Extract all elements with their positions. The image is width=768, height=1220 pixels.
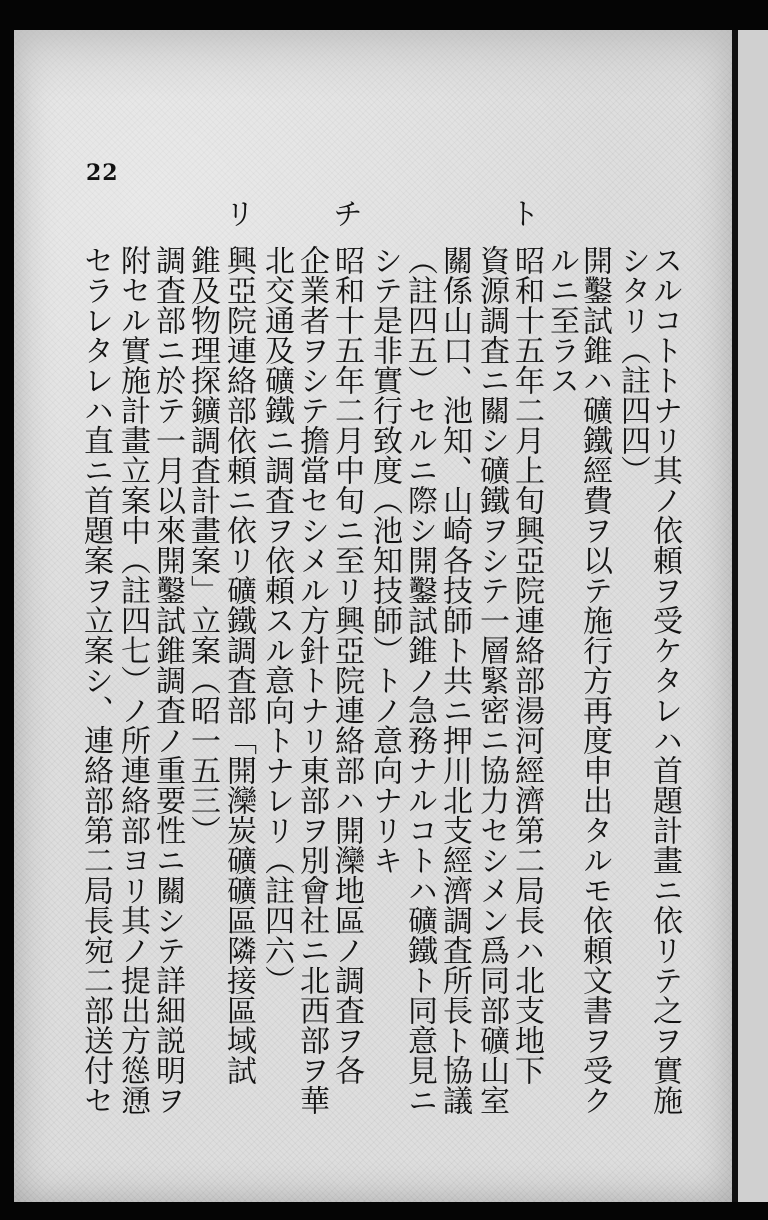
text-column-15: 調査部ニ於テ一月以來開鑿試錐調査ノ重要性ニ關シテ詳細説明ヲ — [150, 245, 185, 1115]
text-column-13: 興亞院連絡部依頼ニ依リ礦鐵調査部「開灤炭礦礦區隣接區域試 — [221, 245, 256, 1085]
page-top-shading — [14, 30, 732, 100]
text-column-8: （註四五）セルニ際シ開鑿試錐ノ急務ナルコトハ礦鐵ト同意見ニ — [402, 245, 437, 1115]
text-column-7: 關係山口、池知、山崎各技師ト共ニ押川北支經濟調査所長ト協議 — [437, 245, 472, 1115]
next-page-edge — [738, 30, 768, 1202]
text-column-16: 附セル實施計畫立案中（註四七）ノ所連絡部ヨリ其ノ提出方慫慂 — [115, 245, 150, 1115]
text-column-11: 企業者ヲシテ擔當セシメル方針トナリ東部ヲ別會社ニ北西部ヲ華 — [294, 245, 329, 1115]
text-column-14: 錐及物理探鑛調査計畫案」立案（昭一五三） — [185, 245, 220, 845]
text-column-10: 昭和十五年二月中旬ニ至リ興亞院連絡部ハ開灤地區ノ調査ヲ各 — [329, 245, 364, 1085]
text-column-17: セラレタレハ直ニ首題案ヲ立案シ、連絡部第二局長宛二部送付セ — [78, 245, 113, 1115]
text-column-3: 開鑿試錐ハ礦鐵經費ヲ以テ施行方再度申出タルモ依頼文書ヲ受ク — [577, 245, 612, 1115]
text-column-9: シテ是非實行致度（池知技師）トノ意向ナリキ — [367, 245, 402, 875]
page-number: 22 — [86, 160, 119, 186]
text-column-4: ルニ至ラス — [544, 245, 579, 395]
text-column-12: 北交通及礦鐵ニ調査ヲ依頼スル意向トナレリ（註四六） — [259, 245, 294, 995]
text-column-10-head: チ — [327, 198, 362, 228]
text-column-1: スルコトトナリ其ノ依頼ヲ受ケタレハ首題計畫ニ依リテ之ヲ實施 — [647, 245, 682, 1115]
text-column-5: 昭和十五年二月上旬興亞院連絡部湯河經濟第二局長ハ北支地下 — [509, 245, 544, 1085]
text-column-7-head: ト — [504, 198, 539, 228]
text-column-12-head: リ — [219, 198, 254, 228]
text-column-6: 資源調査ニ關シ礦鐵ヲシテ一層緊密ニ協力セシメン爲同部礦山室 — [474, 245, 509, 1115]
text-column-2: シタリ（註四四） — [615, 245, 650, 485]
